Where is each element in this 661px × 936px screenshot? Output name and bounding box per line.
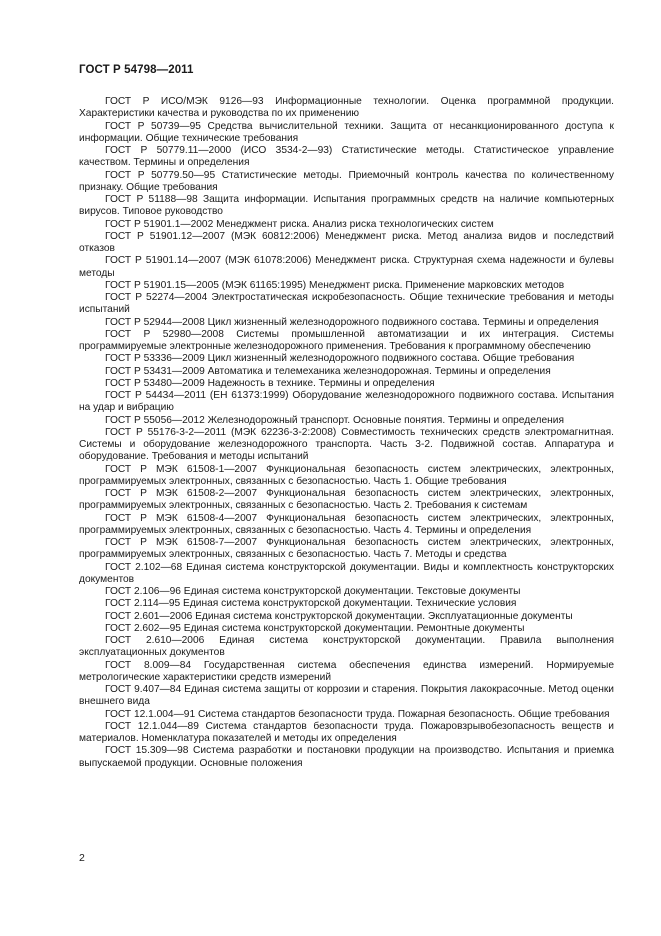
reference-entry: ГОСТ 2.114—95 Единая система конструкторской документации. Технические условия xyxy=(105,598,517,610)
reference-entry: ГОСТ Р 50779.50—95 Статистические методы. Приемочный контроль качества по количественному признаку. Общие требования xyxy=(79,169,614,193)
reference-entry: ГОСТ Р 54434—2011 (ЕН 61373:1999) Оборудование железнодорожного подвижного состава. Испытания на удар и вибрацию xyxy=(79,390,614,414)
reference-entry: ГОСТ 2.602—95 Единая система конструкторской документации. Ремонтные документы xyxy=(105,622,525,634)
reference-entry: ГОСТ Р 55056—2012 Железнодорожный транспорт. Основные понятия. Термины и определения xyxy=(105,414,564,426)
reference-entry: ГОСТ Р 52980—2008 Системы промышленной автоматизации и их интеграция. Системы программируемые электронные железнодорожного применения. Требования к программному обеспечению xyxy=(79,328,614,352)
reference-entry: ГОСТ 15.309—98 Система разработки и постановки продукции на производство. Испытания и приемка выпускаемой продукции. Основные положения xyxy=(79,745,614,769)
reference-entry: ГОСТ 8.009—84 Государственная система обеспечения единства измерений. Нормируемые метрологические характеристики средств измерений xyxy=(79,659,614,683)
reference-entry: ГОСТ 2.610—2006 Единая система конструкторской документации. Правила выполнения эксплуатационных документов xyxy=(79,635,614,659)
reference-entry: ГОСТ 12.1.044—89 Система стандартов безопасности труда. Пожаровзрывобезопасность веществ и материалов. Номенклатура показателей и методы их определения xyxy=(79,720,614,744)
reference-entry: ГОСТ Р МЭК 61508-7—2007 Функциональная безопасность систем электрических, электронных, программируемых электронных, связанных с безопасностью. Часть 7. Методы и средства xyxy=(79,537,614,561)
reference-entry: ГОСТ 2.102—68 Единая система конструкторской документации. Виды и комплектность конструкторских документов xyxy=(79,561,614,585)
reference-entry: ГОСТ Р 52944—2008 Цикл жизненный железнодорожного подвижного состава. Термины и определения xyxy=(105,316,599,328)
reference-entry: ГОСТ Р 51901.1—2002 Менеджмент риска. Анализ риска технологических систем xyxy=(105,218,494,230)
reference-entry: ГОСТ Р МЭК 61508-4—2007 Функциональная безопасность систем электрических, электронных, программируемых электронных, связанных с безопасностью. Часть 4. Термины и определения xyxy=(79,512,614,536)
reference-entry: ГОСТ Р МЭК 61508-2—2007 Функциональная безопасность систем электрических, электронных, программируемых электронных, связанных с безопасностью. Часть 2. Требования к системам xyxy=(79,488,614,512)
reference-entry: ГОСТ Р 51901.12—2007 (МЭК 60812:2006) Менеджмент риска. Метод анализа видов и последствий отказов xyxy=(79,230,614,254)
references-list xyxy=(79,96,614,770)
reference-entry: ГОСТ 12.1.004—91 Система стандартов безопасности труда. Пожарная безопасность. Общие требования xyxy=(105,708,610,720)
reference-entry: ГОСТ Р 52274—2004 Электростатическая искробезопасность. Общие технические требования и методы испытаний xyxy=(79,292,614,316)
page-number: 2 xyxy=(79,852,85,864)
reference-entry: ГОСТ 2.106—96 Единая система конструкторской документации. Текстовые документы xyxy=(105,586,521,597)
reference-entry: ГОСТ Р 51188—98 Защита информации. Испытания программных средств на наличие компьютерных вирусов. Типовое руководство xyxy=(79,194,614,218)
reference-entry: ГОСТ Р 51901.15—2005 (МЭК 61165:1995) Менеджмент риска. Применение марковских методов xyxy=(105,279,565,291)
reference-entry: ГОСТ Р 51901.14—2007 (МЭК 61078:2006) Менеджмент риска. Структурная схема надежности и булевы методы xyxy=(79,255,614,279)
reference-entry: ГОСТ Р 50779.11—2000 (ИСО 3534-2—93) Статистические методы. Статистическое управление качеством. Термины и определения xyxy=(79,145,614,169)
reference-entry: ГОСТ Р 53336—2009 Цикл жизненный железнодорожного подвижного состава. Общие требования xyxy=(105,353,575,365)
reference-entry: ГОСТ Р МЭК 61508-1—2007 Функциональная безопасность систем электрических, электронных, программируемых электронных, связанных с безопасностью. Часть 1. Общие требования xyxy=(79,463,614,487)
reference-entry: ГОСТ Р ИСО/МЭК 9126—93 Информационные технологии. Оценка программной продукции. Характеристики качества и руководства по их применению xyxy=(79,96,614,120)
reference-entry: ГОСТ Р 53431—2009 Автоматика и телемеханика железнодорожная. Термины и определения xyxy=(105,365,551,377)
document-header: ГОСТ Р 54798—2011 xyxy=(79,64,194,76)
reference-entry: ГОСТ Р 53480—2009 Надежность в технике. Термины и определения xyxy=(105,377,435,389)
reference-entry: ГОСТ Р 50739—95 Средства вычислительной техники. Защита от несанкционированного доступа к информации. Общие технические требования xyxy=(79,120,614,144)
reference-entry: ГОСТ 2.601—2006 Единая система конструкторской документации. Эксплуатационные документы xyxy=(105,610,573,622)
reference-entry: ГОСТ Р 55176-3-2—2011 (МЭК 62236-3-2:2008) Совместимость технических средств электромагнитная. Системы и оборудование железнодорожного транспорта. Часть 3-2. Подвижной состав. Аппаратура и оборудование. Требования и методы испытаний xyxy=(79,426,614,463)
reference-entry: ГОСТ 9.407—84 Единая система защиты от коррозии и старения. Покрытия лакокрасочные. Метод оценки внешнего вида xyxy=(79,684,614,708)
